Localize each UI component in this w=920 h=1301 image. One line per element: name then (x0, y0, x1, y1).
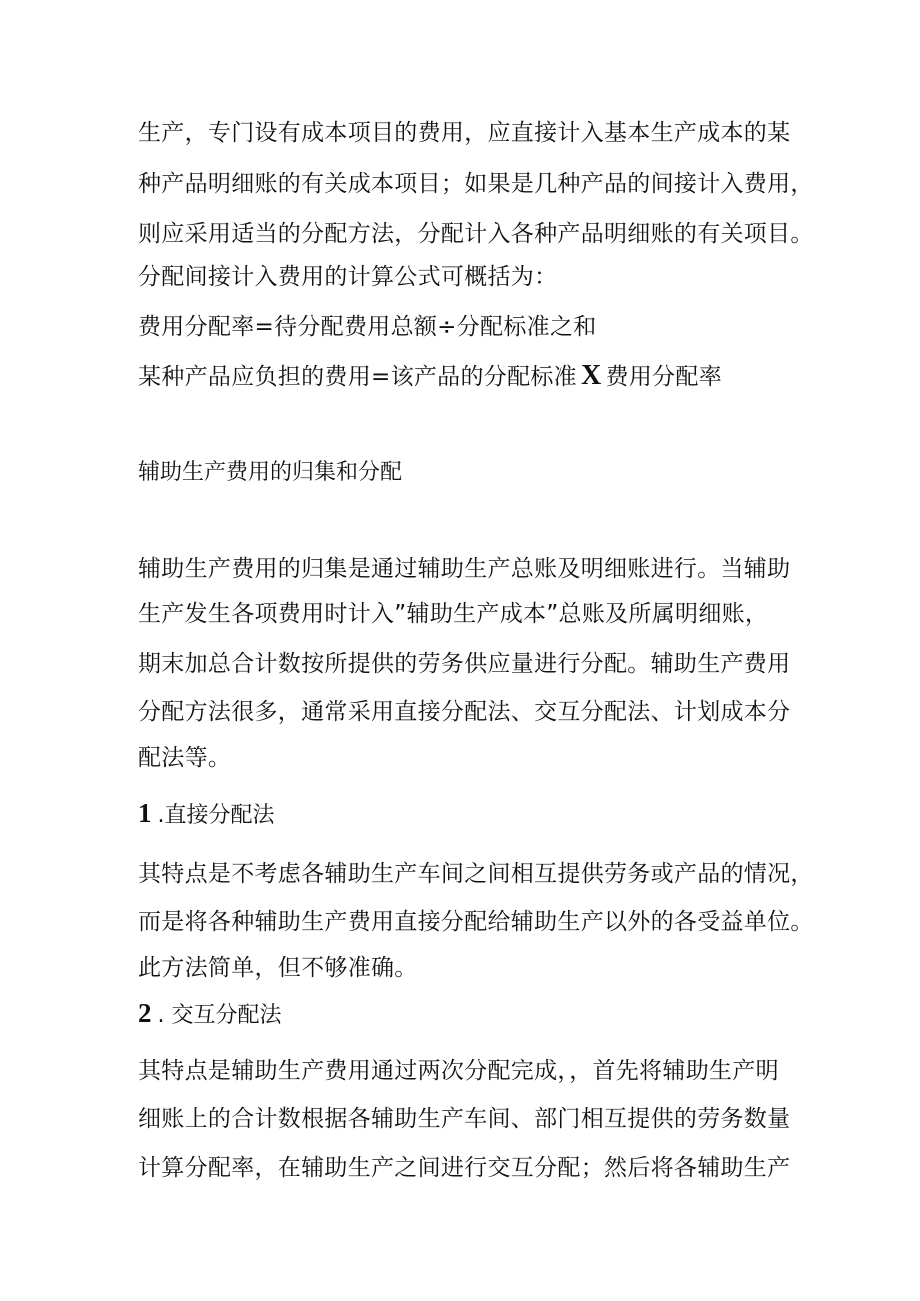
paragraph-line: 分配方法很多，通常采用直接分配法、交互分配法、计划成本分 (138, 699, 791, 725)
paragraph-line: 计算分配率，在辅助生产之间进行交互分配；然后将各辅助生产 (138, 1155, 791, 1181)
multiply-sign: X (580, 360, 602, 391)
paragraph-line: 其特点是辅助生产费用通过两次分配完成，，首先将辅助生产明 (138, 1058, 779, 1084)
paragraph-line: 生产发生各项费用时计入”辅助生产成本”总账及所属明细账， (138, 601, 769, 627)
paragraph-line: 期末加总合计数按所提供的劳务供应量进行分配。辅助生产费用 (138, 651, 791, 677)
section-title: 辅助生产费用的归集和分配 (138, 460, 403, 485)
item-number: 2 (138, 998, 152, 1028)
paragraph-line: 生产，专门设有成本项目的费用，应直接计入基本生产成本的某 (138, 120, 791, 146)
item-heading-reciprocal-allocation (138, 997, 282, 1032)
formula-product-cost-right: 费用分配率 (605, 364, 723, 390)
paragraph-line: 细账上的合计数根据各辅助生产车间、部门相互提供的劳务数量 (138, 1106, 791, 1132)
paragraph-line: 辅助生产费用的归集是通过辅助生产总账及明细账进行。当辅助 (138, 556, 791, 582)
paragraph-line: 配法等。 (138, 745, 232, 771)
formula-allocation-rate: 费用分配率=待分配费用总额÷分配标准之和 (138, 314, 597, 340)
item-heading-direct-allocation (138, 797, 275, 832)
paragraph-line: 而是将各种辅助生产费用直接分配给辅助生产以外的各受益单位。 (138, 909, 814, 935)
formula-product-cost (138, 360, 722, 393)
paragraph-line: 则应采用适当的分配方法，分配计入各种产品明细账的有关项目。 (138, 221, 814, 247)
paragraph-line: 分配间接计入费用的计算公式可概括为： (138, 264, 558, 290)
paragraph-line: 此方法简单，但不够准确。 (138, 955, 418, 981)
item-number: 1 (138, 798, 152, 828)
paragraph-line: 其特点是不考虑各辅助生产车间之间相互提供劳务或产品的情况， (138, 861, 814, 887)
item-title: . 交互分配法 (157, 1003, 282, 1028)
paragraph-line: 种产品明细账的有关成本项目；如果是几种产品的间接计入费用， (138, 171, 814, 197)
formula-product-cost-left: 某种产品应负担的费用=该产品的分配标准 (138, 364, 577, 390)
item-title: .直接分配法 (157, 803, 275, 828)
